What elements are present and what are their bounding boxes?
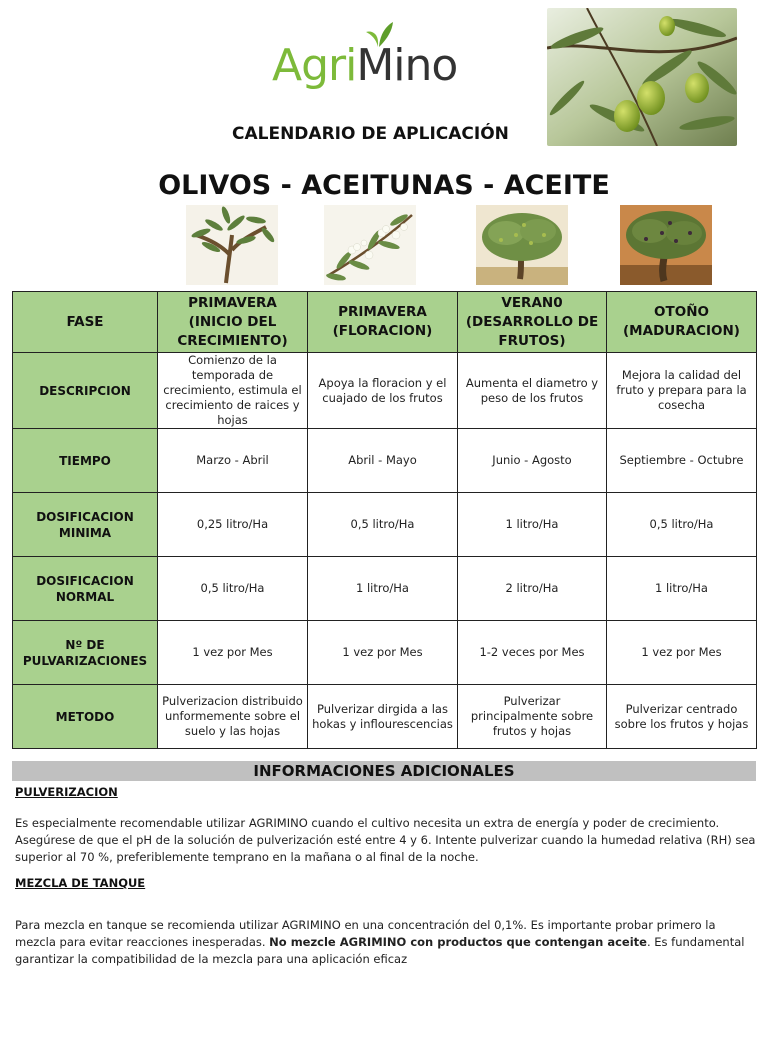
table-cell: 1 vez por Mes [308, 621, 458, 685]
table-cell: Aumenta el diametro y peso de los frutos [458, 353, 607, 429]
row-header: Nº DE PULVARIZACIONES [13, 621, 158, 685]
table-cell: 1 vez por Mes [607, 621, 757, 685]
olive-tree-spring-illustration [186, 205, 278, 285]
table-header-row [13, 292, 757, 353]
row-header: DOSIFICACION NORMAL [13, 557, 158, 621]
table-row [13, 557, 757, 621]
agrimino-logo [272, 18, 492, 98]
table-cell: Apoya la floracion y el cuajado de los frutos [308, 353, 458, 429]
table-cell: 1 litro/Ha [458, 493, 607, 557]
table-cell: Septiembre - Octubre [607, 429, 757, 493]
section-heading-additional-info: INFORMACIONES ADICIONALES [12, 761, 756, 781]
table-cell: Pulverizacion distribuido unformemente sobre el suelo y las hojas [158, 685, 308, 749]
table-cell: Pulverizar principalmente sobre frutos y hojas [458, 685, 607, 749]
row-header: TIEMPO [13, 429, 158, 493]
olive-branch-photo [547, 8, 737, 146]
paragraph-pulverizacion: Es especialmente recomendable utilizar AGRIMINO cuando el cultivo necesita un extra de energía y poder de crecimiento. Asegúrese de que el pH de la solución de pulverización esté entre 4 y 6. Intente pulverizar cuando la humedad relativa (RH) sea superior al 70 %, preferiblemente temprano en la mañana o al final de la noche. [15, 816, 756, 864]
column-header-phase: OTOÑO (MADURACION) [607, 292, 757, 353]
table-row [13, 685, 757, 749]
table-row [13, 621, 757, 685]
column-header-phase: PRIMAVERA (FLORACION) [308, 292, 458, 353]
table-row [13, 429, 757, 493]
olive-tree-summer-illustration [476, 205, 568, 285]
subtitle: CALENDARIO DE APLICACIÓN [232, 124, 509, 144]
table-cell: 1-2 veces por Mes [458, 621, 607, 685]
column-header-fase: FASE [13, 292, 158, 353]
table-cell: Comienzo de la temporada de crecimiento, estimula el crecimiento de raices y hojas [158, 353, 308, 429]
table-cell: Junio - Agosto [458, 429, 607, 493]
table-cell: Abril - Mayo [308, 429, 458, 493]
table-cell: 0,5 litro/Ha [308, 493, 458, 557]
table-cell: 1 vez por Mes [158, 621, 308, 685]
table-cell: 2 litro/Ha [458, 557, 607, 621]
row-header: DOSIFICACION MINIMA [13, 493, 158, 557]
row-header: DESCRIPCION [13, 353, 158, 429]
section-title-pulverizacion: PULVERIZACION [15, 785, 118, 799]
table-cell: 0,25 litro/Ha [158, 493, 308, 557]
table-cell: 0,5 litro/Ha [158, 557, 308, 621]
table-cell: 0,5 litro/Ha [607, 493, 757, 557]
table-cell: Pulverizar dirgida a las hokas y inflourescencias [308, 685, 458, 749]
table-cell: Mejora la calidad del fruto y prepara para la cosecha [607, 353, 757, 429]
olive-flowering-illustration [324, 205, 416, 285]
logo-wordmark: AgriMino [272, 40, 458, 91]
column-header-phase: PRIMAVERA (INICIO DEL CRECIMIENTO) [158, 292, 308, 353]
olive-tree-autumn-illustration [620, 205, 712, 285]
column-header-phase: VERAN0 (DESARROLLO DE FRUTOS) [458, 292, 607, 353]
table-cell: Marzo - Abril [158, 429, 308, 493]
row-header: METODO [13, 685, 158, 749]
table-cell: 1 litro/Ha [607, 557, 757, 621]
warning-text: No mezcle AGRIMINO con productos que contengan aceite [269, 935, 647, 949]
section-title-mezcla: MEZCLA DE TANQUE [15, 876, 146, 890]
table-row [13, 353, 757, 429]
table-row [13, 493, 757, 557]
table-cell: Pulverizar centrado sobre los frutos y hojas [607, 685, 757, 749]
application-calendar-table [12, 291, 757, 749]
page-title: OLIVOS - ACEITUNAS - ACEITE [158, 170, 610, 201]
table-cell: 1 litro/Ha [308, 557, 458, 621]
paragraph-mezcla: Para mezcla en tanque se recomienda utilizar AGRIMINO en una concentración del 0,1%. Es importante probar primero la mezcla para evitar reacciones inesperadas. No mezcle AGRIMINO con productos que contengan aceite. Es fundamental garantizar la compatibilidad de la mezcla para una aplicación eficaz [15, 918, 745, 966]
